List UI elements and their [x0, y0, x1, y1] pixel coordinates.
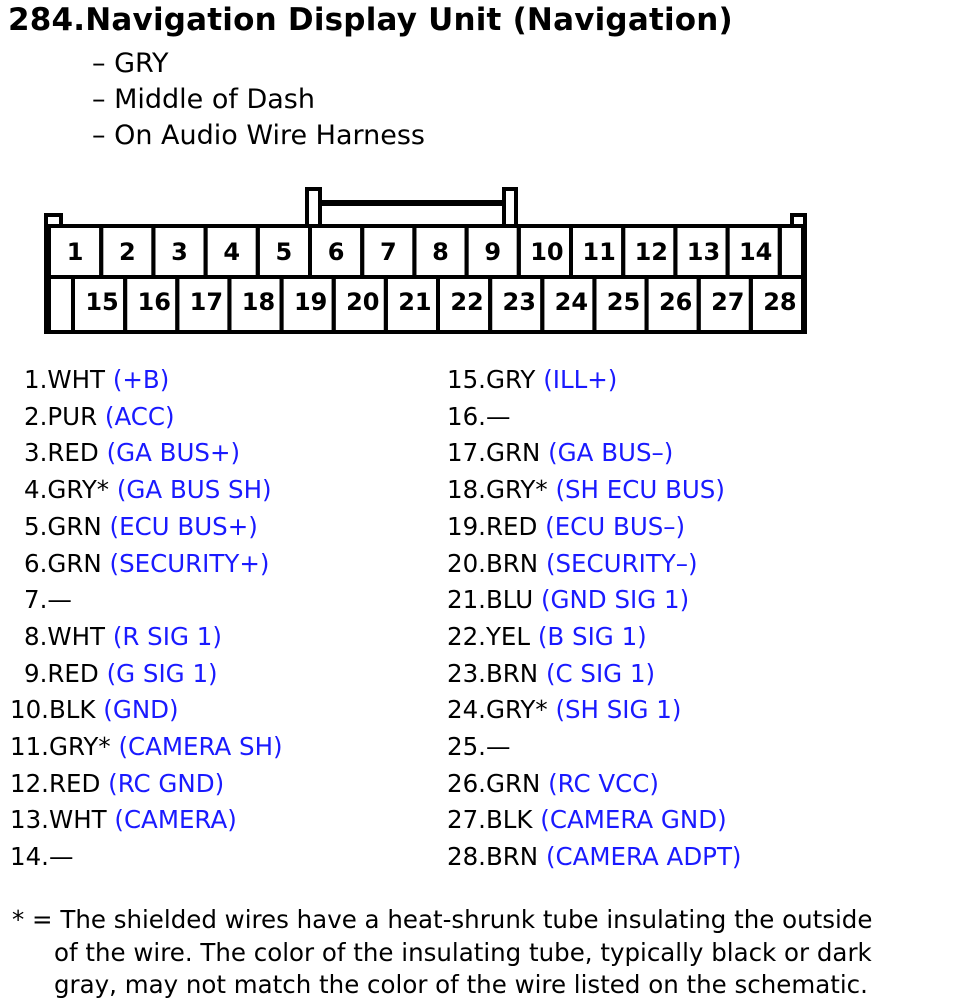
pin-number: 26. [447, 768, 486, 798]
pin-number: 6. [24, 548, 48, 578]
pin-number: 2. [24, 401, 48, 431]
pin-entry [447, 622, 647, 651]
pin-number-label: 18 [241, 288, 276, 316]
wire-color: — [485, 401, 511, 431]
pin-entry [24, 622, 222, 651]
pin-entry [10, 732, 283, 761]
pin-entry [447, 549, 698, 578]
wire-color: WHT [48, 805, 107, 835]
connector-cell-blank [780, 226, 803, 277]
pin-entry [24, 475, 272, 504]
pin-function: (SH SIG 1) [555, 695, 682, 725]
pin-number-label: 13 [686, 238, 721, 266]
wire-color: GRN [47, 548, 102, 578]
wire-color: GRY [485, 365, 536, 394]
wire-color: GRY* [48, 732, 111, 761]
wire-color: GRN [47, 511, 102, 541]
pin-number-label: 8 [432, 238, 449, 266]
pin-function: (G SIG 1) [106, 658, 218, 688]
page-title: 284.Navigation Display Unit (Navigation) [8, 2, 733, 38]
pin-entry [24, 365, 169, 394]
shielded-wire-note [12, 904, 957, 1002]
pin-number-label: 16 [137, 288, 171, 316]
pin-entry [447, 475, 725, 504]
pin-number: 22. [447, 621, 486, 651]
pin-function: (GA BUS SH) [116, 475, 272, 505]
pin-entry [447, 842, 741, 871]
connector-latch [307, 189, 516, 226]
wire-color: YEL [485, 621, 531, 651]
pin-number-label: 5 [275, 238, 293, 266]
pin-entry [24, 402, 175, 431]
pin-number-label: 12 [634, 238, 669, 266]
pin-number-label: 21 [398, 288, 432, 316]
note-line-2: of the wire. The color of the insulating tube, typically black or dark [54, 937, 872, 967]
wire-color: GRY* [485, 475, 548, 505]
pin-entry [447, 585, 689, 614]
pin-number-label: 6 [327, 238, 345, 266]
pin-function: (GND SIG 1) [540, 585, 690, 615]
pin-number-label: 10 [530, 238, 564, 266]
pin-function: (B SIG 1) [537, 621, 647, 651]
pin-number: 7. [24, 585, 48, 615]
pin-number-label: 2 [118, 238, 136, 266]
pin-number-label: 3 [171, 238, 188, 266]
pin-entry [447, 732, 510, 761]
pin-entry [24, 585, 72, 614]
pin-number: 5. [24, 511, 48, 541]
wire-color: BLK [48, 695, 96, 725]
pin-number-label: 15 [85, 288, 119, 316]
pin-number: 23. [447, 658, 486, 688]
pin-number-label: 19 [293, 288, 328, 316]
pin-number-label: 24 [554, 288, 589, 316]
pin-number-label: 25 [606, 288, 641, 316]
wire-color: WHT [47, 365, 106, 394]
pin-entry [447, 512, 685, 541]
pin-function: (+B) [112, 365, 170, 394]
pin-entry [447, 438, 673, 467]
note-line-3: gray, may not match the color of the wire listed on the schematic. [54, 970, 868, 999]
pin-function: (CAMERA GND) [540, 805, 727, 835]
pin-number-label: 7 [379, 238, 397, 266]
pin-number: 12. [10, 768, 49, 798]
note-line-1: * = The shielded wires have a heat-shrunk tube insulating the outside [12, 905, 873, 934]
pin-number-label: 14 [738, 238, 773, 266]
pin-number: 13. [10, 805, 49, 835]
wire-color: RED [47, 658, 99, 688]
pin-function: (C SIG 1) [545, 658, 656, 688]
pin-number-label: 28 [763, 288, 797, 316]
wire-color: PUR [47, 401, 98, 431]
wire-color: BRN [485, 658, 539, 688]
wire-color: RED [47, 438, 99, 468]
pin-function: (GA BUS+) [106, 438, 241, 468]
pin-number: 3. [24, 438, 48, 468]
pin-entry [447, 659, 655, 688]
pin-function: (R SIG 1) [112, 621, 222, 651]
connector-cell-blank [49, 277, 73, 332]
connector-latch-bar [320, 200, 504, 206]
pin-function: (ILL+) [543, 365, 618, 394]
pin-function: (GND) [103, 695, 179, 725]
pin-entry [24, 438, 240, 467]
pin-function: (SECURITY+) [109, 548, 270, 578]
pin-number: 19. [447, 511, 486, 541]
pin-entry [447, 769, 659, 798]
pin-number-label: 20 [346, 288, 380, 316]
pin-number-label: 26 [658, 288, 693, 316]
pin-number: 21. [447, 585, 486, 615]
pin-entry [447, 365, 617, 394]
wire-color: GRY* [485, 695, 548, 725]
pin-number: 15. [447, 365, 486, 394]
pin-number: 4. [24, 475, 48, 505]
wire-color: — [48, 842, 74, 872]
pin-entry [10, 695, 179, 724]
pin-number-label: 9 [484, 238, 502, 266]
pin-function: (CAMERA) [114, 805, 237, 835]
pin-number-label: 4 [223, 238, 241, 266]
pin-number: 17. [447, 438, 486, 468]
connector-harness: – On Audio Wire Harness [92, 120, 425, 151]
pin-number: 9. [24, 658, 48, 688]
wire-color: — [485, 732, 511, 761]
pin-number: 11. [10, 732, 49, 761]
connector-location: – Middle of Dash [92, 84, 315, 115]
pin-number: 8. [24, 621, 48, 651]
pin-number-label: 23 [502, 288, 536, 316]
pin-number-label: 11 [582, 238, 616, 266]
wire-color: GRY* [47, 475, 110, 505]
pin-entry [24, 512, 258, 541]
pin-number-label: 1 [66, 238, 84, 266]
pin-number: 16. [447, 401, 486, 431]
pin-entry [447, 805, 727, 834]
pin-function: (ECU BUS+) [109, 511, 258, 541]
pin-number-label: 22 [450, 288, 484, 316]
pin-function: (SH ECU BUS) [555, 475, 725, 505]
wire-color: BLU [485, 585, 534, 615]
pin-entry [24, 659, 218, 688]
pin-entry [10, 842, 73, 871]
pin-entry [10, 805, 237, 834]
pin-number: 25. [447, 732, 486, 761]
pin-function: (ECU BUS–) [545, 511, 686, 541]
wire-color: RED [485, 511, 538, 541]
pin-entry [24, 549, 269, 578]
pin-function: (RC GND) [108, 768, 225, 798]
connector-color: – GRY [92, 48, 169, 79]
pin-number: 10. [10, 695, 49, 725]
wire-color: RED [48, 768, 101, 798]
pin-number: 24. [447, 695, 486, 725]
pin-function: (RC VCC) [548, 768, 659, 798]
connector-diagram [0, 0, 959, 345]
pin-number: 14. [10, 842, 49, 872]
wire-color: BLK [485, 805, 533, 835]
pin-number-label: 27 [711, 288, 745, 316]
pin-number: 1. [24, 365, 48, 394]
pin-function: (CAMERA SH) [118, 732, 283, 761]
pin-function: (SECURITY–) [545, 548, 698, 578]
wire-color: WHT [47, 621, 106, 651]
pin-number-label: 17 [189, 288, 224, 316]
wire-color: GRN [485, 438, 541, 468]
wire-color: GRN [485, 768, 541, 798]
pin-entry [447, 402, 510, 431]
wire-color: BRN [485, 548, 539, 578]
pin-function: (CAMERA ADPT) [545, 842, 742, 872]
pin-number: 27. [447, 805, 486, 835]
wire-color: BRN [485, 842, 539, 872]
pin-number: 18. [447, 475, 486, 505]
wire-color: — [47, 585, 72, 615]
pin-function: (GA BUS–) [548, 438, 674, 468]
pin-function: (ACC) [104, 401, 175, 431]
pin-number: 28. [447, 842, 486, 872]
pin-entry [10, 769, 224, 798]
pin-entry [447, 695, 681, 724]
pin-number: 20. [447, 548, 486, 578]
